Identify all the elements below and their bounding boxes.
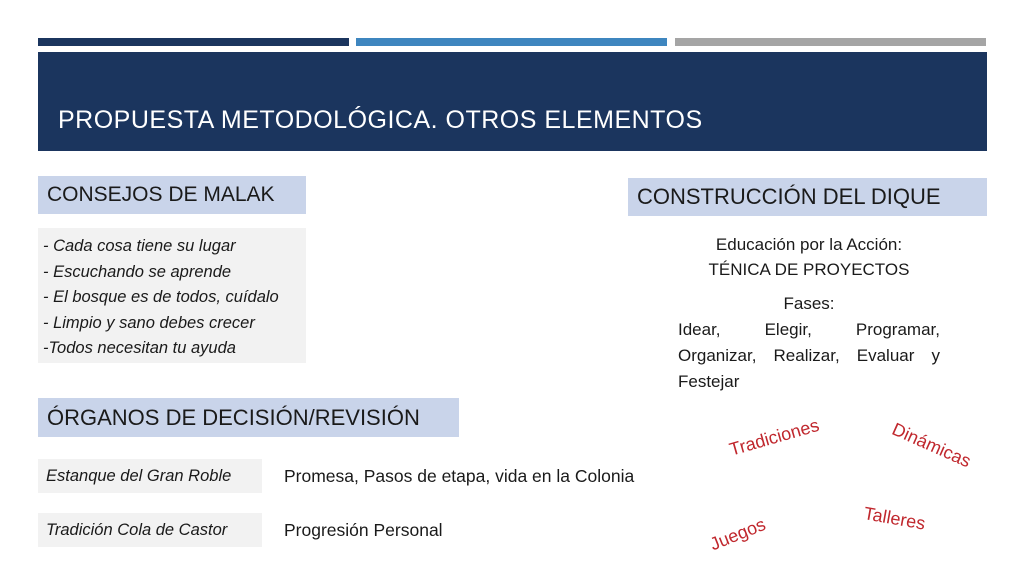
consejos-list [38,228,306,363]
activity-tradiciones: Tradiciones [727,414,822,460]
fase-word: Idear, [678,320,721,339]
organo-description-tradicion: Progresión Personal [284,520,443,540]
dique-line-tecnica: TÉNICA DE PROYECTOS [708,260,910,279]
accent-bar-dark [38,38,349,46]
fase-word: Elegir, [764,320,812,339]
fases-row-2 [678,346,940,366]
dique-heading: CONSTRUCCIÓN DEL DIQUE [628,178,987,216]
activity-juegos: Juegos [707,514,769,555]
consejos-heading: CONSEJOS DE MALAK [38,176,306,214]
list-item: - Cada cosa tiene su lugar [43,237,236,255]
fases-row-1 [678,320,940,340]
list-item: - Escuchando se aprende [43,262,232,281]
fases-label: Fases: [783,294,835,313]
fases-row-3: Festejar [678,372,740,391]
fase-word: Organizar, [678,346,757,365]
activity-dinamicas: Dinámicas [889,418,975,472]
organo-name-tradicion: Tradición Cola de Castor [38,513,262,547]
list-item: - Limpio y sano debes crecer [43,313,255,332]
fase-word: y [931,346,940,365]
organos-heading: ÓRGANOS DE DECISIÓN/REVISIÓN [38,398,459,437]
fase-word: Realizar, [773,346,840,365]
fase-word: Evaluar [856,346,915,365]
list-item: - El bosque es de todos, cuídalo [43,288,279,307]
organo-description-estanque: Promesa, Pasos de etapa, vida en la Colonia [284,466,635,486]
accent-bar-grey [675,38,986,46]
activity-talleres: Talleres [862,503,927,534]
title-banner [38,52,987,151]
fase-word: Programar, [855,320,940,339]
organo-name-estanque: Estanque del Gran Roble [38,459,262,493]
slide-title: PROPUESTA METODOLÓGICA. OTROS ELEMENTOS [58,106,703,134]
dique-line-educacion: Educación por la Acción: [715,235,903,254]
accent-bar-blue [356,38,667,46]
list-item: -Todos necesitan tu ayuda [43,339,236,358]
